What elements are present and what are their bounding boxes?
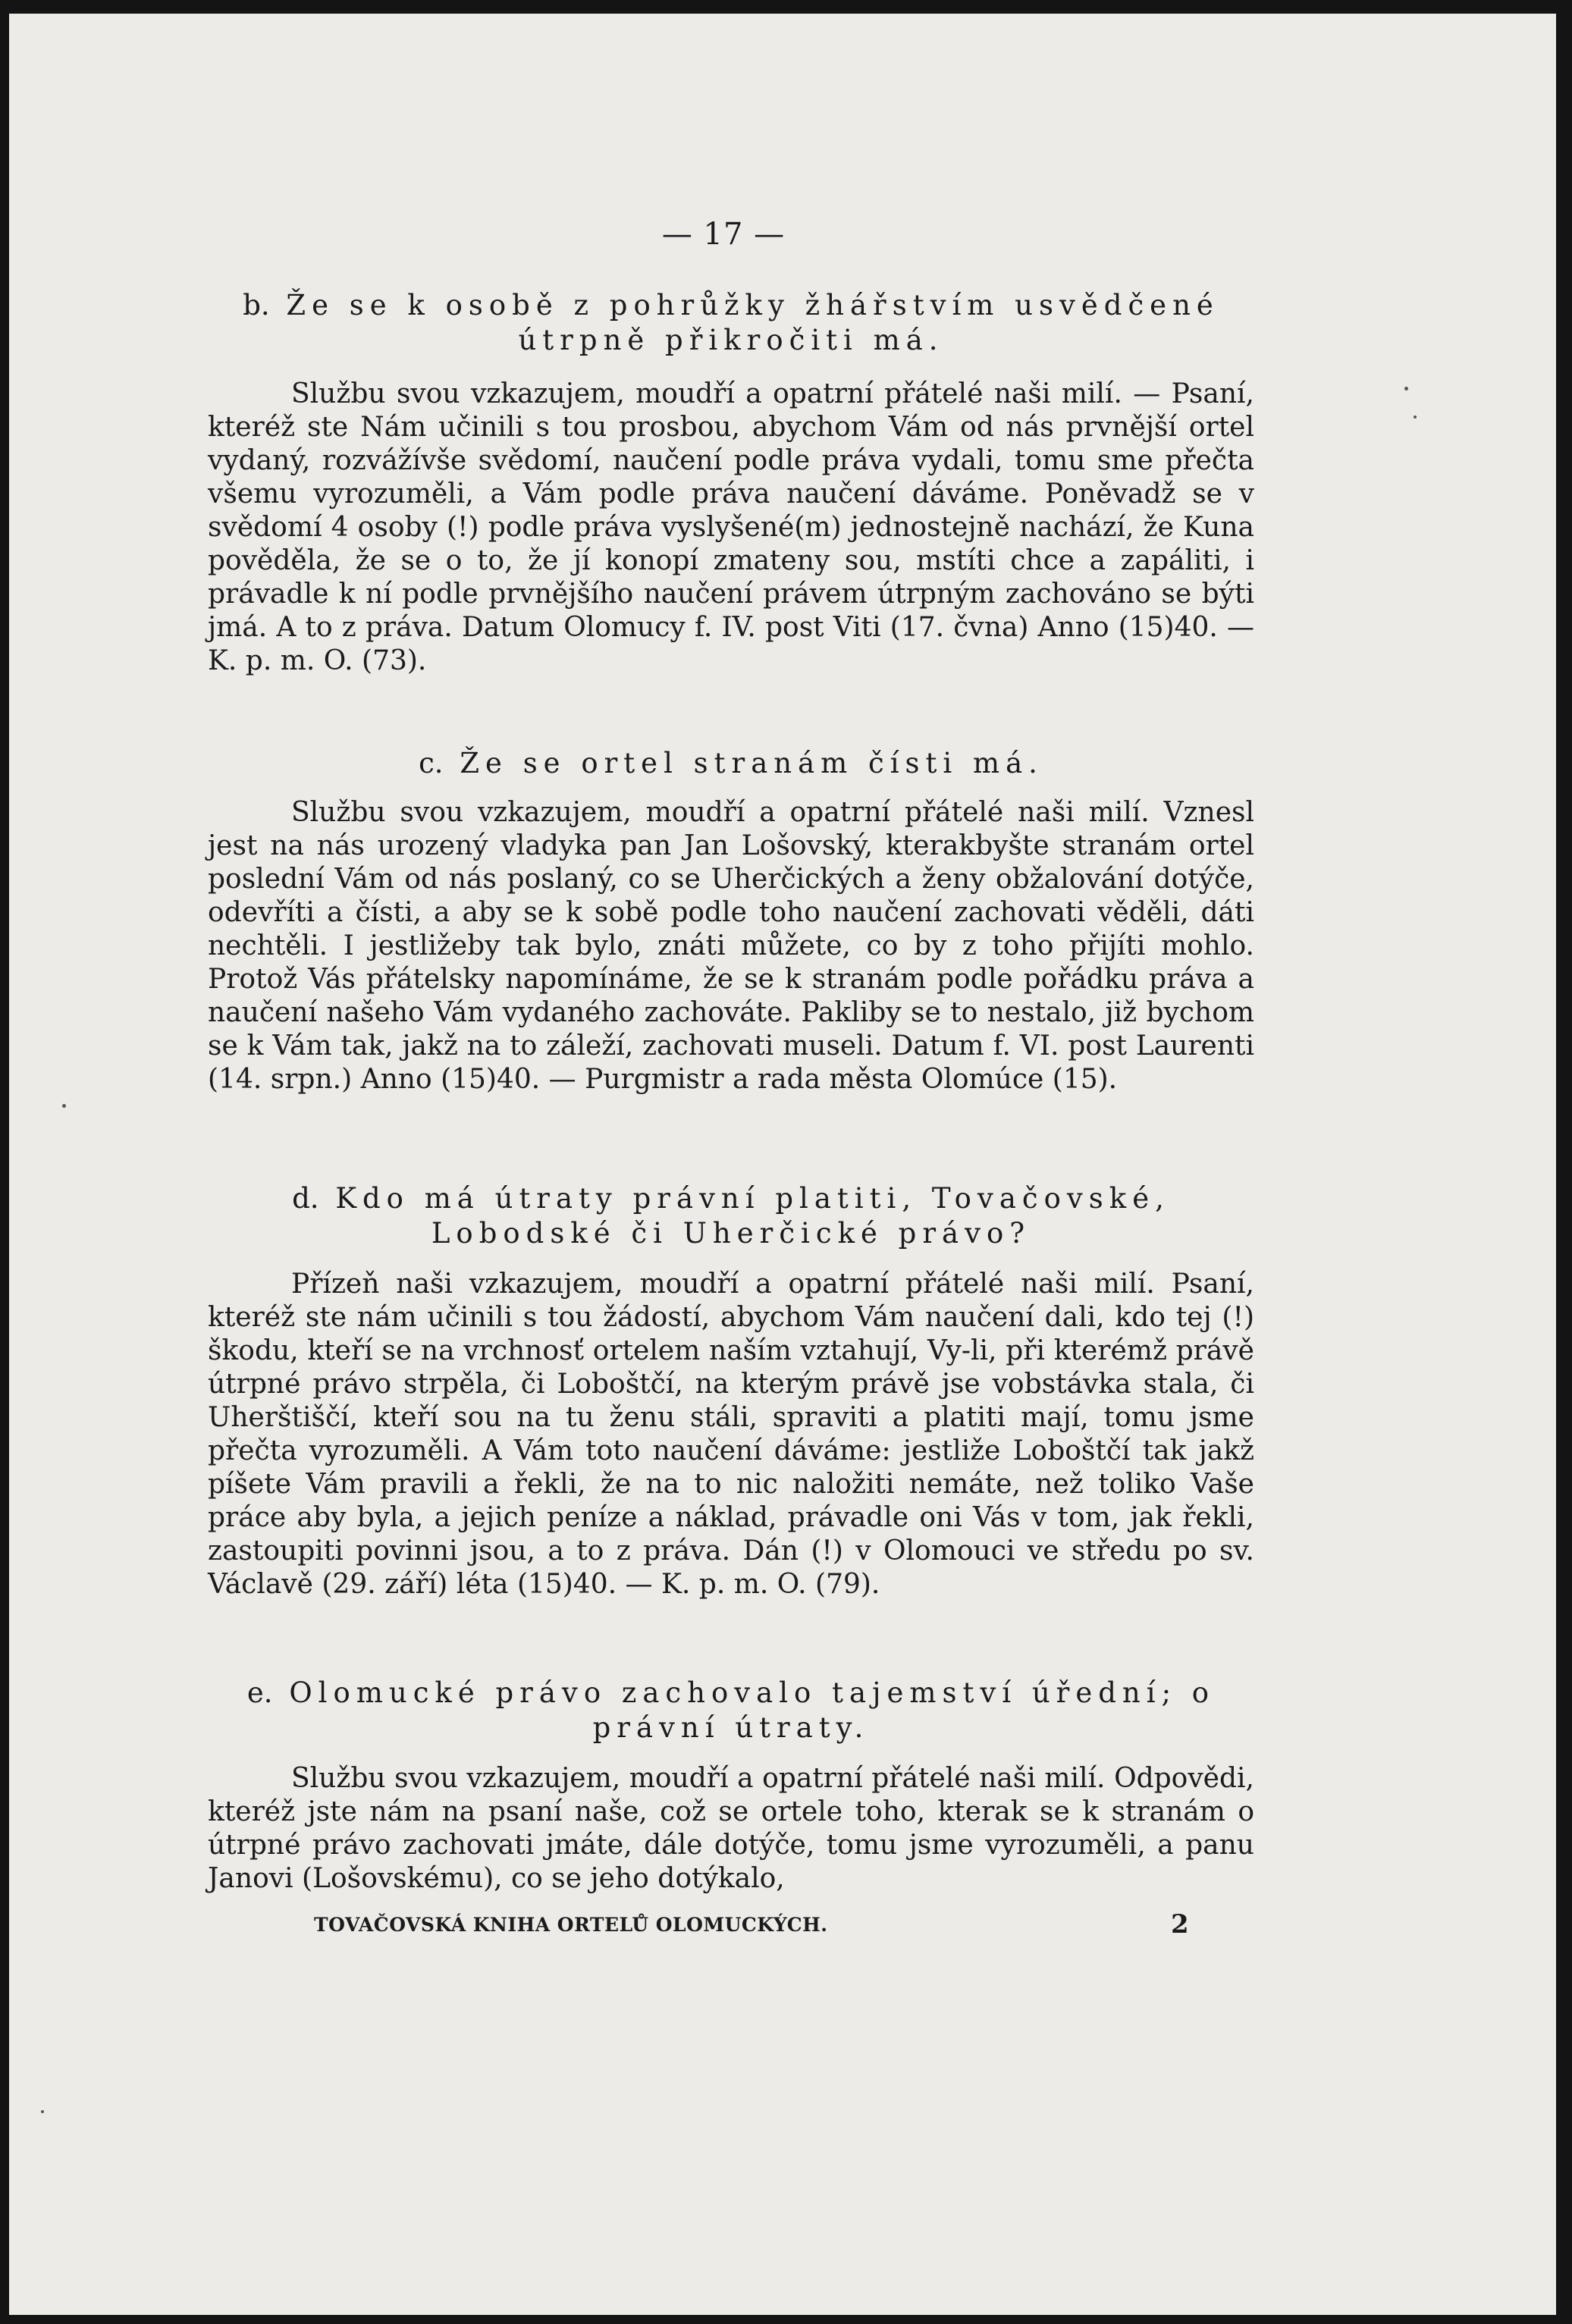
section-c [208,746,1254,1096]
running-footer-title: TOVAČOVSKÁ KNIHA ORTELŮ OLOMUCKÝCH. [314,1914,828,1936]
section-label: c. [419,747,444,779]
document-page [9,14,1556,2315]
section-d [208,1181,1254,1601]
paper-speck [62,1104,66,1108]
paper-speck [1404,387,1408,390]
section-label: d. [292,1182,319,1215]
section-heading [208,746,1254,781]
section-body: Službu svou vzkazujem, moudří a opatrní přátelé naši milí. Odpovědi, kteréž jste nám na psaní naše, což se ortele toho, kterak se k stranám o útrpné právo zachovati jmáte, dále dotýče, tomu jsme vyrozuměli, a panu Janovi (Lošovskému), co se jeho dotýkalo, [208,1763,1254,1894]
section-title: Kdo má útraty právní platiti, Tovačovské, Lobodské či Uherčické právo? [335,1182,1170,1250]
section-title: Že se k osobě z pohrůžky žhářstvím usvědčené útrpně přikročiti má. [286,289,1219,356]
section-body: Službu svou vzkazujem, moudří a opatrní přátelé naši milí. Vznesl jest na nás urozený vladyka pan Jan Lošovský, kterakbyšte stranám ortel poslední Vám od nás poslaný, co se Uherčických a ženy obžalování dotýče, odevříti a čísti, a aby se k sobě podle toho naučení zachovati věděli, dáti nechtěli. I jestližeby tak bylo, znáti můžete, co by z toho přijíti mohlo. Protož Vás přátelsky napomínáme, že se k stranám podle pořádku práva a naučení našeho Vám vydaného zachováte. Pakliby se to nestalo, již bychom se k Vám tak, jakž na to záleží, zachovati museli. Datum f. VI. post Laurenti (14. srpn.) Anno (15)40. — Purgmistr a rada města Olomúce (15). [208,797,1254,1095]
section-label: b. [243,289,270,321]
section-title: Olomucké právo zachovalo tajemství úřední; o právní útraty. [289,1676,1216,1744]
section-body: Službu svou vzkazujem, moudří a opatrní přátelé naši milí. — Psaní, kteréž ste Nám učinili s tou prosbou, abychom Vám od nás prvnější ortel vydaný, rozvážívše svědomí, naučení podle práva vydali, tomu sme přečta všemu vyrozuměli, a Vám podle práva naučení dáváme. Poněvadž se v svědomí 4 osoby (!) podle práva vyslyšené(m) jednostejně nachází, že Kuna pověděla, že se o to, že jí konopí zmateny sou, mstíti chce a zapáliti, i právadle k ní podle prvnějšího naučení právem útrpným zachováno se býti jmá. A to z práva. Datum Olomucy f. IV. post Viti (17. čvna) Anno (15)40. — K. p. m. O. (73). [208,378,1254,676]
paper-speck [41,2110,44,2113]
section-heading [208,1676,1254,1745]
section-b [208,288,1254,678]
section-e [208,1676,1254,1896]
page-number: — 17 — [661,217,786,252]
printer-signature-mark: 2 [1171,1909,1189,1940]
section-heading [208,1181,1254,1251]
paper-speck [1414,416,1417,419]
section-label: e. [246,1676,273,1709]
section-body: Přízeň naši vzkazujem, moudří a opatrní přátelé naši milí. Psaní, kteréž ste nám učinili s tou žádostí, abychom Vám naučení dali, kdo tej (!) škodu, kteří se na vrchnosť ortelem naším vztahují, Vy-li, při kterémž právě útrpné právo strpěla, či Loboštčí, na kterým právě jse vobstávka stala, či Uherštiščí, kteří sou na tu ženu stáli, spraviti a platiti mají, tomu jsme přečta vyrozuměli. A Vám toto naučení dáváme: jestliže Loboštčí tak jakž píšete Vám pravili a řekli, že na to nic naložiti nemáte, než toliko Vaše práce aby byla, a jejich peníze a náklad, právadle oni Vás v tom, jak řekli, zastoupiti povinni jsou, a to z práva. Dán (!) v Olomouci ve středu po sv. Václavě (29. září) léta (15)40. — K. p. m. O. (79). [208,1269,1254,1600]
section-title: Že se ortel stranám čísti má. [460,747,1043,779]
section-heading [208,288,1254,358]
